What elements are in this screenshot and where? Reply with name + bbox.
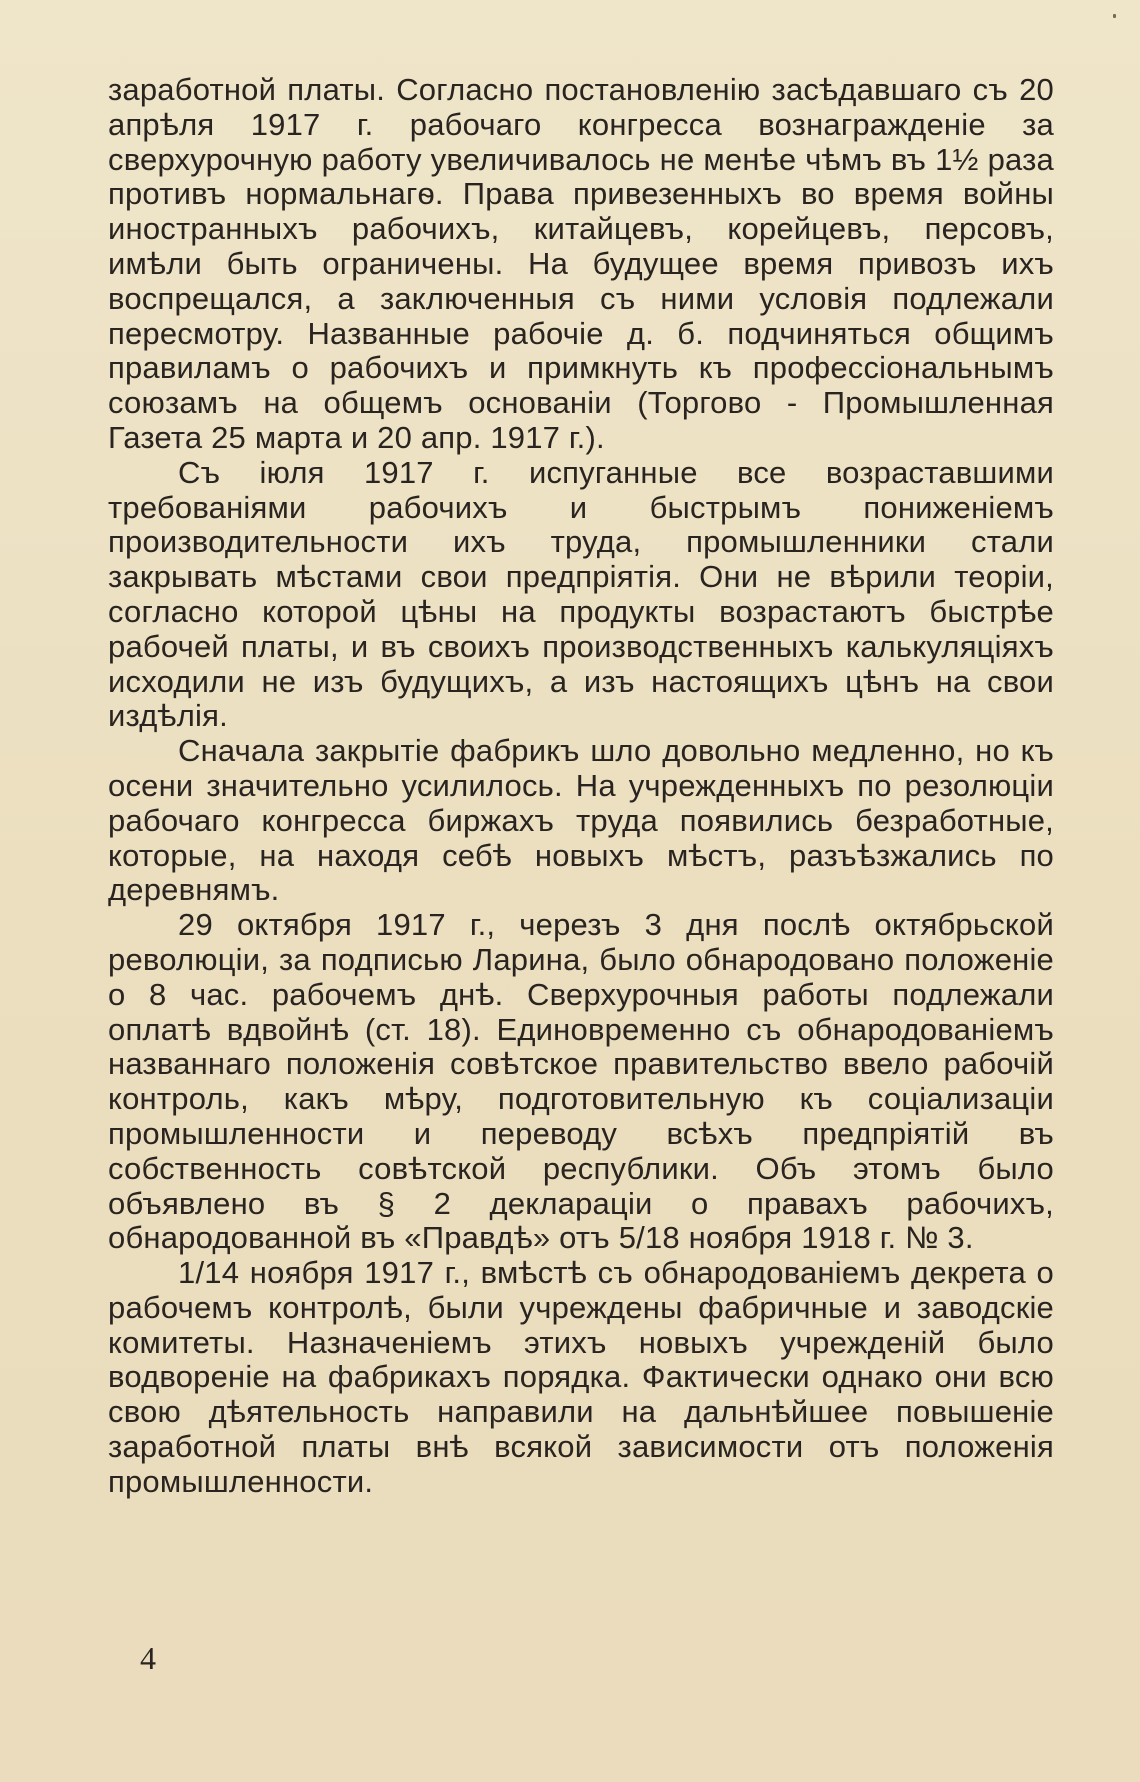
paragraph-5: 1/14 ноября 1917 г., вмѣстѣ съ обнародованіемъ декрета о рабочемъ контролѣ, были учреждены фабричные и заводскіе комитеты. Назначеніемъ этихъ новыхъ учрежденій было водвореніе на фабрикахъ порядка. Фактически однако они всю свою дѣятельность направили на дальнѣйшее повышеніе заработной платы внѣ всякой зависимости отъ положенія промышленности. <box>108 1255 1054 1499</box>
paragraph-4: 29 октября 1917 г., черезъ 3 дня послѣ октябрьской революціи, за подписью Ларина, было обнародовано положеніе о 8 час. рабочемъ днѣ. Сверхурочныя работы подлежали оплатѣ вдвойнѣ (ст. 18). Единовременно съ обнародованіемъ названнаго положенія совѣтское правительство ввело рабочій контроль, какъ мѣру, подготовительную къ соціализаціи промышленности и переводу всѣхъ предпріятій въ собственность совѣтской республики. Объ этомъ было объявлено въ § 2 декларацiи о правахъ рабочихъ, обнародованной въ «Правдѣ» отъ 5/18 ноября 1918 г. № 3. <box>108 907 1054 1256</box>
print-speck <box>1113 14 1116 18</box>
paragraph-3: Сначала закрытіе фабрикъ шло довольно медленно, но къ осени значительно усилилось. На учрежденныхъ по резолюціи рабочаго конгресса биржахъ труда появились безработные, которые, на находя себѣ новыхъ мѣстъ, разъѣзжались по деревнямъ. <box>108 733 1054 908</box>
paragraph-2: Съ іюля 1917 г. испуганные все возраставшими требованіями рабочихъ и быстрымъ пониженіемъ производительности ихъ труда, промышленники стали закрывать мѣстами свои предпріятія. Они не вѣрили теоріи, согласно которой цѣны на продукты возрастаютъ быстрѣе рабочей платы, и въ своихъ производственныхъ калькуляціяхъ исходили не изъ будущихъ, а изъ настоящихъ цѣнъ на свои издѣлія. <box>108 454 1054 734</box>
paragraph-1: заработной платы. Согласно постановленію засѣдавшаго съ 20 апрѣля 1917 г. рабочаго конгресса вознагражденіе за сверхурочную работу увеличивалось не менѣе чѣмъ въ 1½ раза противъ нормальнагѳ. Права привезенныхъ во время войны иностранныхъ рабочихъ, китайцевъ, корейцевъ, персовъ, имѣли быть ограничены. На будущее время привозъ ихъ воспрещался, а заключенныя съ ними условія подлежали пересмотру. Названные рабочіе д. б. подчиняться общимъ правиламъ о рабочихъ и примкнуть къ профессіональнымъ союзамъ на общемъ основаніи (Торгово - Промышленная Газета 25 марта и 20 апр. 1917 г.). <box>108 72 1054 455</box>
page-number: 4 <box>140 1640 156 1676</box>
body-text <box>108 73 1054 1500</box>
